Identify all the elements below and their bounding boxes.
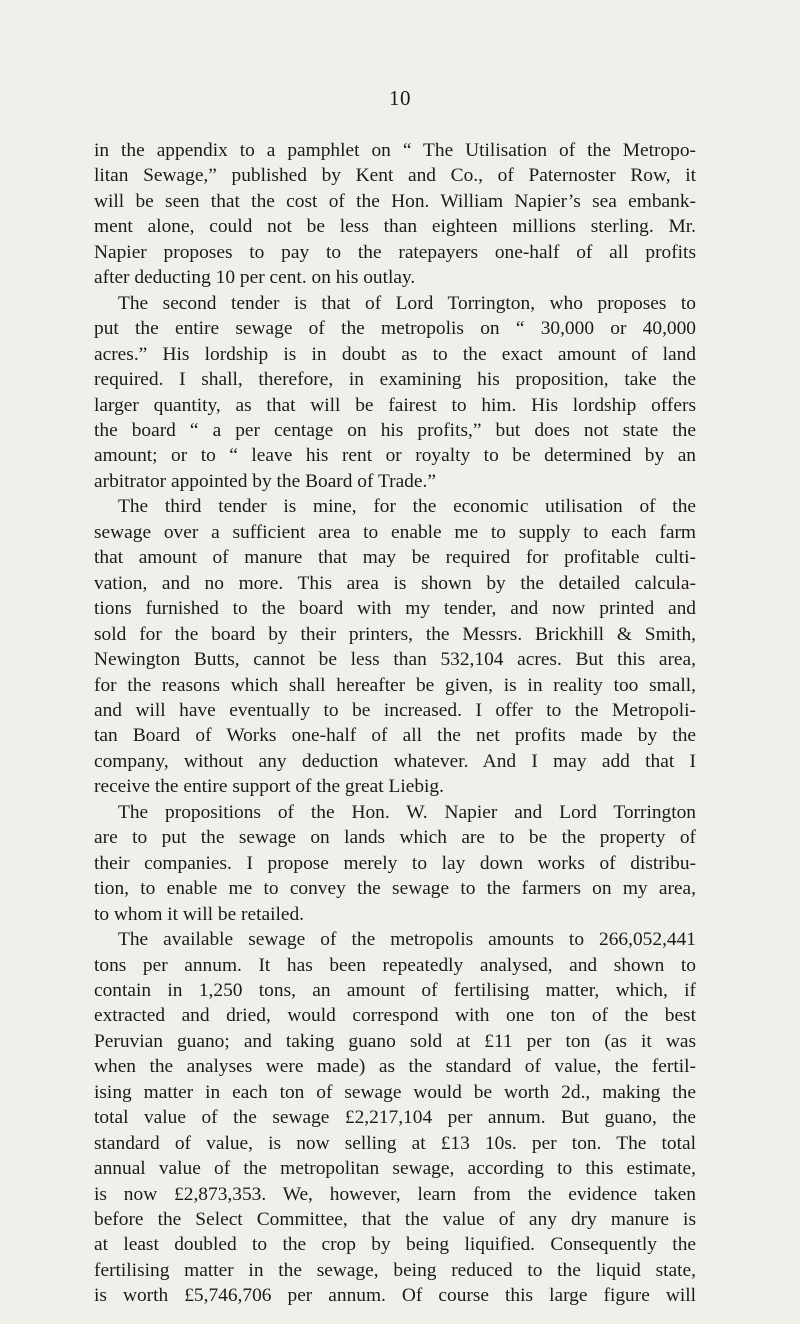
text-line: total value of the sewage £2,217,104 per annum. But guano, the — [94, 1107, 696, 1129]
text-line: extracted and dried, would correspond with one ton of the best — [94, 1005, 696, 1027]
page-number: 10 — [389, 86, 411, 110]
text-line: Napier proposes to pay to the ratepayers one-half of all profits — [94, 241, 696, 263]
text-line: to whom it will be retailed. — [94, 903, 305, 925]
text-line: in the appendix to a pamphlet on “ The Utilisation of the Metropo- — [94, 140, 696, 161]
text-line: is worth £5,746,706 per annum. Of course this large figure will — [94, 1285, 696, 1307]
text-line: required. I shall, therefore, in examining his proposition, take the — [94, 369, 696, 391]
text-line: is now £2,873,353. We, however, learn from the evidence taken — [94, 1183, 696, 1205]
text-line: put the entire sewage of the metropolis on “ 30,000 or 40,000 — [94, 318, 696, 340]
text-line: The second tender is that of Lord Torrington, who proposes to — [118, 292, 696, 314]
text-line: ising matter in each ton of sewage would be worth 2d., making the — [94, 1081, 696, 1103]
text-line: for the reasons which shall hereafter be given, is in reality too small, — [94, 674, 696, 696]
text-line: after deducting 10 per cent. on his outlay. — [94, 267, 416, 289]
text-line: will be seen that the cost of the Hon. William Napier’s sea embank- — [94, 190, 696, 212]
text-line: litan Sewage,” published by Kent and Co., of Paternoster Row, it — [94, 165, 696, 187]
text-line: Peruvian guano; and taking guano sold at £11 per ton (as it was — [94, 1030, 696, 1052]
text-line: the board “ a per centage on his profits,” but does not state the — [94, 419, 696, 441]
text-line: when the analyses were made) as the standard of value, the fertil- — [94, 1056, 696, 1078]
text-line: acres.” His lordship is in doubt as to the exact amount of land — [94, 343, 696, 365]
body-text — [94, 138, 696, 1309]
text-line: receive the entire support of the great Liebig. — [94, 776, 444, 798]
text-line: fertilising matter in the sewage, being reduced to the liquid state, — [94, 1259, 696, 1281]
text-line: company, without any deduction whatever. And I may add that I — [94, 750, 696, 772]
text-line: larger quantity, as that will be fairest to him. His lordship offers — [94, 394, 696, 416]
text-line: vation, and no more. This area is shown by the detailed calcula- — [94, 572, 696, 594]
text-line: contain in 1,250 tons, an amount of fertilising matter, which, if — [94, 979, 696, 1001]
text-line: that amount of manure that may be required for profitable culti- — [94, 547, 696, 569]
text-line: ment alone, could not be less than eighteen millions sterling. Mr. — [94, 216, 696, 238]
text-line: and will have eventually to be increased. I offer to the Metropoli- — [94, 699, 696, 721]
text-line: sold for the board by their printers, the Messrs. Brickhill & Smith, — [94, 623, 696, 645]
text-line: sewage over a sufficient area to enable me to supply to each farm — [94, 521, 696, 543]
text-line: annual value of the metropolitan sewage, according to this estimate, — [94, 1158, 696, 1180]
text-line: The available sewage of the metropolis amounts to 266,052,441 — [118, 929, 696, 951]
text-line: tan Board of Works one-half of all the net profits made by the — [94, 725, 696, 747]
text-line: tions furnished to the board with my tender, and now printed and — [94, 598, 696, 620]
text-line: their companies. I propose merely to lay down works of distribu- — [94, 852, 696, 874]
text-line: are to put the sewage on lands which are to be the property of — [94, 827, 696, 849]
text-line: arbitrator appointed by the Board of Trade.” — [94, 470, 436, 492]
text-line: before the Select Committee, that the value of any dry manure is — [94, 1209, 696, 1231]
text-line: The propositions of the Hon. W. Napier and Lord Torrington — [118, 801, 696, 823]
text-line: tons per annum. It has been repeatedly analysed, and shown to — [94, 954, 696, 976]
text-line: tion, to enable me to convey the sewage to the farmers on my area, — [94, 878, 696, 900]
text-line: standard of value, is now selling at £13 10s. per ton. The total — [94, 1132, 696, 1154]
text-line: The third tender is mine, for the economic utilisation of the — [118, 496, 696, 518]
text-line: at least doubled to the crop by being liquified. Consequently the — [94, 1234, 696, 1256]
text-line: amount; or to “ leave his rent or royalty to be determined by an — [94, 445, 696, 467]
text-line: Newington Butts, cannot be less than 532,104 acres. But this area, — [94, 649, 696, 671]
